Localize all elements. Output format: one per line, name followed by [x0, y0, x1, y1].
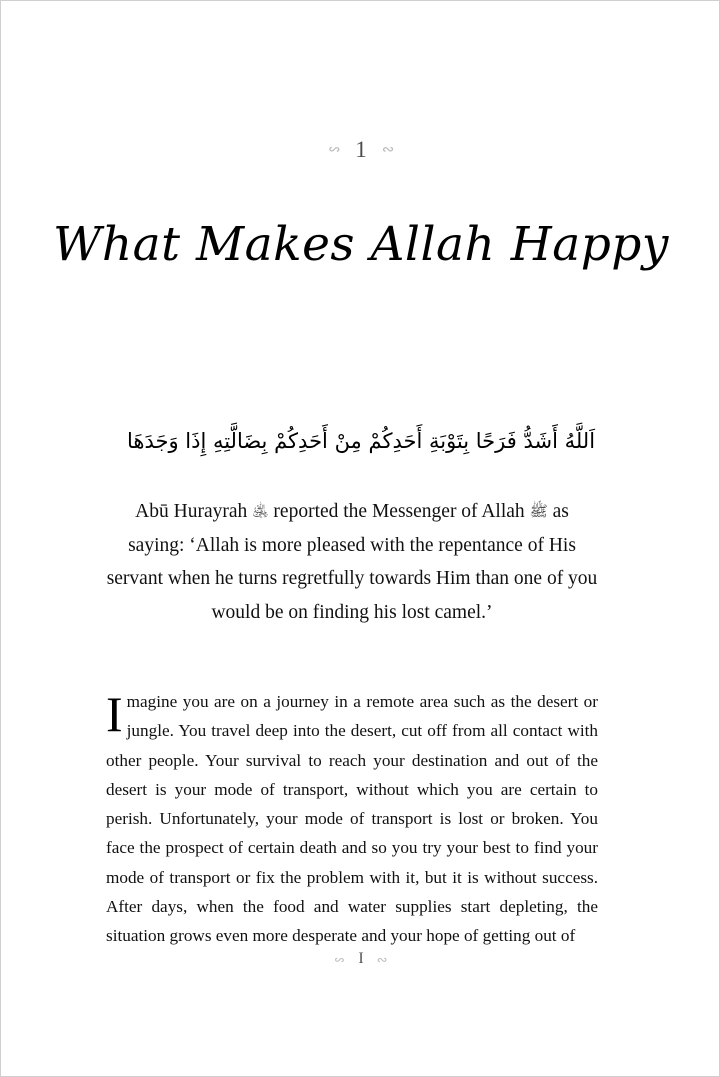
- chapter-number-header: [1, 139, 720, 162]
- footer-flourish-right-icon: ∾: [376, 951, 388, 967]
- honorific-companion-icon: ﵁: [252, 502, 269, 520]
- honorific-prophet-icon: ﷺ: [529, 502, 548, 520]
- hadith-translation: [106, 495, 598, 629]
- chapter-number: 1: [355, 137, 367, 162]
- hadith-arabic-text: اَللَّهُ أَشَدُّ فَرَحًا بِتَوْبَةِ أَحَدِكُمْ مِنْ أَحَدِكُمْ بِضَالَّتِهِ إِذَا وَجَدَهَا: [126, 429, 596, 453]
- hadith-body: as saying: ‘Allah is more pleased with the repentance of His servant when he turns regretfully towards Him than one of you would be on finding his lost camel.’: [106, 501, 598, 623]
- hadith-narrator: Abū Hurayrah: [135, 501, 248, 522]
- body-paragraph-text: magine you are on a journey in a remote area such as the desert or jungle. You travel deep into the desert, cut off from all contact with other people. Your survival to reach your destination and out of the desert is your mode of transport, without which you are certain to perish. Unfortunately, your mode of transport is lost or broken. You face the prospect of certain death and so you try your best to find your mode of transport or fix the problem with it, but it is without success. After days, when the food and water supplies start depleting, the situation grows even more desperate and your hope of getting out of: [106, 692, 598, 946]
- chapter-title: What Makes Allah Happy: [53, 217, 669, 273]
- drop-cap: I: [106, 686, 123, 742]
- flourish-right-icon: ∾: [381, 142, 395, 158]
- page-number: I: [358, 950, 364, 968]
- flourish-left-icon: ∾: [327, 142, 341, 158]
- footer-flourish-left-icon: ∾: [334, 951, 346, 967]
- hadith-attribution: reported the Messenger of Allah: [273, 501, 525, 522]
- page-footer: [1, 951, 720, 967]
- body-paragraph: [106, 687, 598, 951]
